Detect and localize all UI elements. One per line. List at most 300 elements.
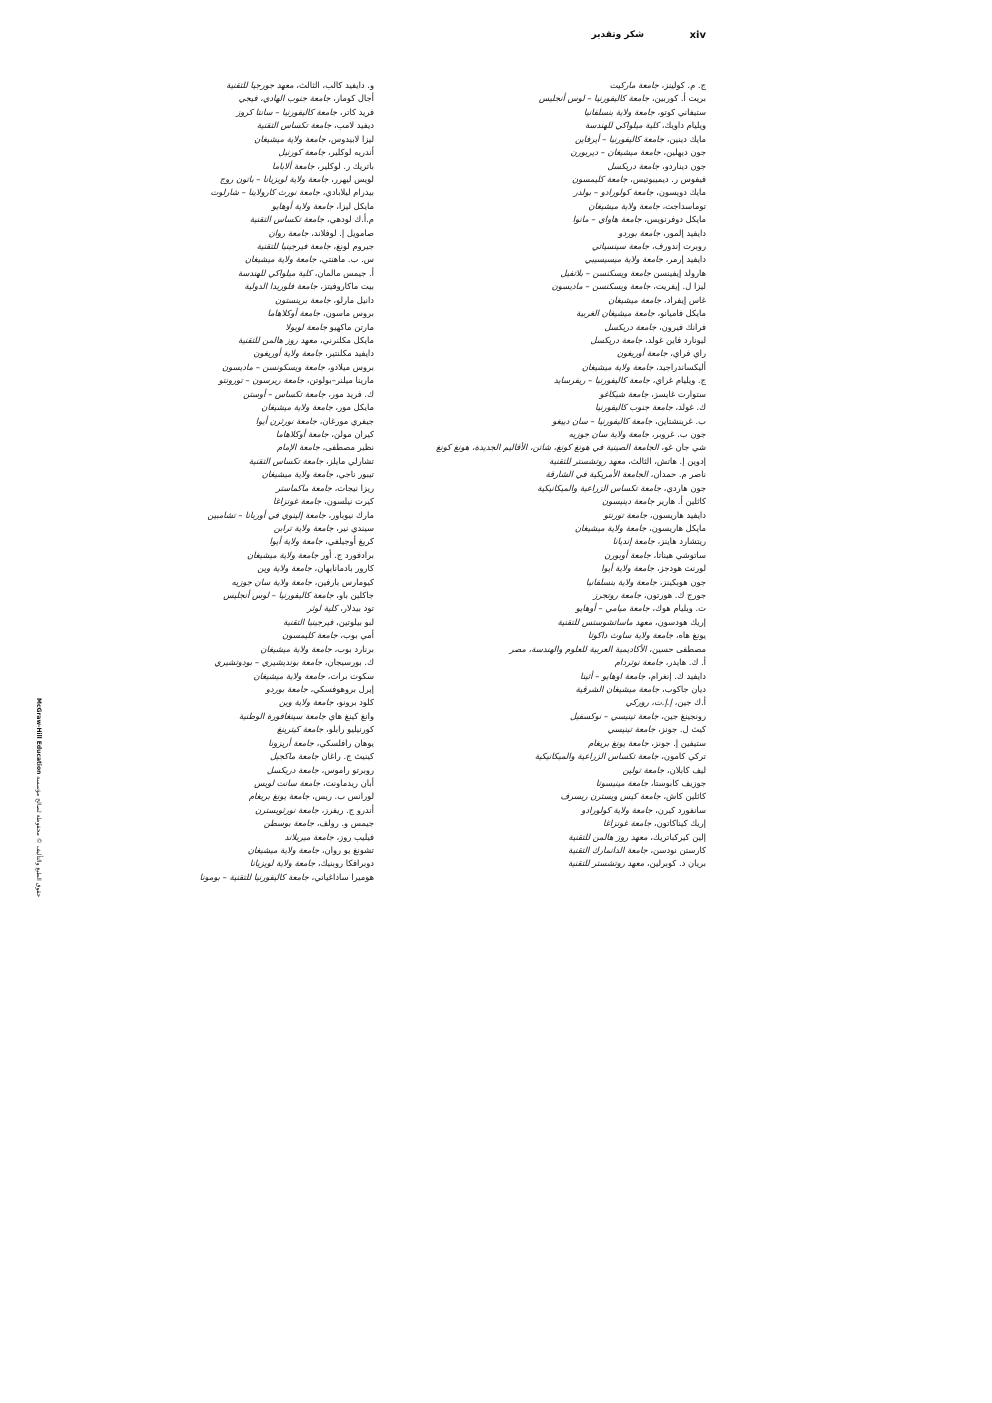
reviewer-entry xyxy=(109,160,374,173)
reviewer-institution: جامعة بوردو xyxy=(265,683,308,694)
reviewer-institution: جامعة أوكلاهاما xyxy=(275,428,329,439)
reviewer-name: بيدرام ليلابادي، xyxy=(319,187,374,198)
reviewer-institution: جامعة ولاية ميشيغان xyxy=(588,200,660,211)
reviewer-institution: جامعة أوريغون xyxy=(616,348,668,359)
reviewer-name: ريزا نيجات، xyxy=(331,482,374,493)
reviewer-institution: جامعة تكساس الزراعية والميكانيكية xyxy=(537,482,662,493)
reviewer-institution: جامعة غونزاغا xyxy=(273,496,322,507)
reviewer-institution: جامعة دريكسل xyxy=(607,160,660,171)
reviewer-name: إلين كيركباتريك، xyxy=(647,831,706,842)
reviewer-institution: جامعة ولاية ميسيسيبي xyxy=(584,254,663,265)
reviewer-entry xyxy=(109,522,374,535)
reviewer-name: هارولد إيفينسن xyxy=(650,267,706,278)
reviewer-institution: جامعة ميشيغان الشرقية xyxy=(575,683,660,694)
reviewer-entry xyxy=(109,777,374,790)
reviewer-entry xyxy=(109,294,374,307)
reviewer-name: دوبرافكا روبنيك، xyxy=(315,858,374,869)
reviewer-entry xyxy=(109,602,374,615)
reviewer-entry xyxy=(406,549,706,562)
reviewer-name: جوزيف كابوستا، xyxy=(648,777,706,788)
reviewer-entry xyxy=(109,119,374,132)
reviewer-entry xyxy=(406,455,706,468)
reviewer-name: مايكل دوفرنويس، xyxy=(641,214,706,225)
reviewer-name: برنارد بوب، xyxy=(331,643,374,654)
reviewer-institution: جامعة بوسطن xyxy=(263,818,315,829)
reviewer-name: ك. فريد مور، xyxy=(325,388,374,399)
reviewer-institution: جامعة اوهايو – أثينا xyxy=(580,670,646,681)
reviewer-institution: جامعة دينيسون xyxy=(602,496,655,507)
reviewer-institution: جامعة ميريلاند xyxy=(284,831,334,842)
reviewer-institution: جامعة فلوريدا الدولية xyxy=(244,281,318,292)
copyright-notice xyxy=(35,698,42,897)
reviewer-name: مايكل هاريسون، xyxy=(646,522,706,533)
reviewer-institution: جامعة ميامي – أوهايو xyxy=(575,603,650,614)
reviewer-entry xyxy=(406,643,706,656)
reviewer-name: جيروم لونغ، xyxy=(330,241,374,252)
reviewer-institution: الأكاديمية العربية للعلوم والهندسة، مصر xyxy=(509,643,647,654)
reviewer-entry xyxy=(109,683,374,696)
reviewer-institution: كلية ميلواكي للهندسة xyxy=(237,267,312,278)
reviewer-name: بروس ماسون، xyxy=(320,308,374,319)
reviewer-institution: جامعة ويسكونسن – ماديسون xyxy=(222,361,325,372)
reviewer-entry xyxy=(109,764,374,777)
reviewer-entry xyxy=(109,710,374,723)
reviewer-institution: جامعة كاليفورنيا للتقنية – بومونا xyxy=(199,871,309,882)
reviewer-entry xyxy=(109,428,374,441)
reviewer-entry xyxy=(406,629,706,642)
reviewer-name: كلود برونو، xyxy=(333,697,374,708)
reviewer-entry xyxy=(406,482,706,495)
reviewer-entry xyxy=(109,253,374,266)
reviewer-entry xyxy=(109,482,374,495)
reviewer-entry xyxy=(406,253,706,266)
reviewer-name: بروس ميلادو، xyxy=(324,361,374,372)
reviewer-entry xyxy=(406,227,706,240)
reviewer-institution: جامعة برينستون xyxy=(275,294,331,305)
reviewer-name: لبو بيلوتين، xyxy=(333,616,374,627)
reviewer-institution: كلية ميلواكي للهندسة xyxy=(584,120,660,131)
reviewer-entry xyxy=(109,146,374,159)
reviewer-institution: كلية لوثر xyxy=(307,603,338,614)
reviewer-name: أمي بوب، xyxy=(337,630,374,641)
reviewer-name: وانغ كينغ هاي xyxy=(325,710,374,721)
reviewer-name: تشارلي مايلز، xyxy=(323,455,374,466)
reviewer-name: مايك دينين، xyxy=(664,133,706,144)
reviewer-institution: جامعة مينيسوتا xyxy=(595,777,649,788)
reviewer-name: جون ب. غروبر، xyxy=(649,428,706,439)
reviewer-institution: معهد جورجيا للتقنية xyxy=(226,80,294,90)
reviewer-name: ديان جاكوب، xyxy=(659,683,706,694)
reviewer-institution: جامعة غونزاغا xyxy=(602,818,652,829)
reviewer-name: كيومارس بارفين، xyxy=(311,576,374,587)
reviewer-name: كيرت نيلسون، xyxy=(321,496,374,507)
reviewer-institution: جامعة كاليفورنيا – لوس أنجليس xyxy=(538,93,650,104)
reviewer-entry xyxy=(406,294,706,307)
reviewer-institution: جامعة روان xyxy=(268,227,309,238)
page-number: xiv xyxy=(689,30,706,41)
reviewer-name: جاكلين باو، xyxy=(333,590,374,601)
reviewer-entry xyxy=(406,173,706,186)
reviewer-name: لورانس ب. ريس، xyxy=(309,791,374,802)
reviewer-entry xyxy=(406,683,706,696)
reviewer-name: إيرل بروهوفسكي، xyxy=(307,683,374,694)
reviewer-institution: جامعة بوردو xyxy=(618,227,661,238)
reviewer-name: كيران مولن، xyxy=(328,428,374,439)
reviewer-institution: جامعة ولاية ميشيغان xyxy=(253,670,325,681)
reviewer-institution: جامعة ولاية أوريغون xyxy=(253,348,323,359)
reviewer-entry xyxy=(109,589,374,602)
reviewer-entry xyxy=(406,804,706,817)
reviewer-institution: جامعة نوتردام xyxy=(614,657,664,668)
reviewer-institution: جامعة دريكسل xyxy=(590,335,643,346)
reviewer-name: تود بيدلار، xyxy=(337,603,374,614)
reviewer-institution: جامعة كيس ويسترن ريسرف xyxy=(560,791,661,802)
reviewer-institution: جامعة تكساس التقنية xyxy=(249,214,325,225)
reviewer-entry xyxy=(406,616,706,629)
reviewer-name: أليكساندراجيد، xyxy=(653,361,706,372)
reviewer-institution: جامعة ولاية أيوا xyxy=(601,563,655,574)
reviewer-institution: جامعة تينيسي – نوكسفيل xyxy=(570,710,659,721)
reviewer-name: ستيفاني كوتو، xyxy=(654,106,706,117)
reviewer-entry xyxy=(406,79,706,92)
reviewer-institution: جامعة أوبورن xyxy=(604,549,651,560)
reviewer-entry xyxy=(109,307,374,320)
reviewer-name: أجال كومار، xyxy=(330,93,374,104)
reviewer-entry xyxy=(406,388,706,401)
reviewer-institution: جامعة تورنتو xyxy=(603,509,648,520)
reviewer-institution: جامعة ماكجيل xyxy=(269,751,319,762)
reviewer-name: أندريه لوكلير، xyxy=(325,147,374,158)
reviewer-entry xyxy=(109,173,374,186)
reviewer-entry xyxy=(406,562,706,575)
reviewer-institution: جامعة أوكلاهاما xyxy=(267,308,321,319)
reviewer-name: لويس ليهرر، xyxy=(328,173,374,184)
reviewer-institution: جامعة نورث كارولاينا – شارلوت xyxy=(210,187,320,198)
reviewer-entry xyxy=(109,723,374,736)
reviewer-name: ك. غولد، xyxy=(672,402,706,413)
reviewer-name: أندرو ج. ريفرز، xyxy=(318,804,374,815)
reviewer-name: أ. جيمس مالمان، xyxy=(311,267,374,278)
reviewer-name: راي فراي، xyxy=(667,348,706,359)
reviewer-entry xyxy=(406,441,706,454)
reviewer-entry xyxy=(109,334,374,347)
reviewer-institution: جامعة ولاية ميشيغان xyxy=(581,361,654,372)
reviewer-institution: جامعة كاليفورنيا – سانتا كروز xyxy=(236,106,338,117)
reviewer-institution: جامعة يونغ بريغام xyxy=(588,737,649,748)
reviewer-name: دايفيد ك. إنغرام، xyxy=(645,670,706,681)
reviewer-entry xyxy=(406,200,706,213)
reviewer-name: إريك كيناكاتون، xyxy=(651,818,706,829)
reviewer-entry xyxy=(406,656,706,669)
reviewer-name: م.أ.ك لودهي، xyxy=(324,214,374,225)
reviewer-institution: جامعة شيكاغو xyxy=(599,388,649,399)
reviewer-entry xyxy=(109,213,374,226)
reviewer-name: ك. بورسيجان، xyxy=(322,657,374,668)
reviewer-name: ليزا ل. إيفريت، xyxy=(650,281,706,292)
reviewer-entry xyxy=(406,374,706,387)
reviewer-entry xyxy=(406,401,706,414)
reviewer-entry xyxy=(109,656,374,669)
reviewer-institution: معهد روتشستر للتقنية xyxy=(567,858,645,869)
reviewer-entry xyxy=(406,576,706,589)
reviewer-name: ستيفين إ. جونز، xyxy=(648,737,706,748)
reviewer-institution: جامعة ميشيغان – ديربورن xyxy=(570,147,661,158)
reviewer-institution: جامعة ويسكنسن – بلاتفيل xyxy=(560,267,651,278)
reviewer-institution: جامعة كليمسون xyxy=(571,173,628,184)
reviewer-name: ليونارد فاين غولد، xyxy=(642,335,706,346)
reviewer-entry xyxy=(406,240,706,253)
reviewer-institution: جامعة تكساس الزراعية والميكانيكية xyxy=(534,751,659,762)
reviewer-entry xyxy=(406,535,706,548)
reviewer-name: دايفيد إرمر، xyxy=(662,254,706,265)
reviewer-name: سيندي نير، xyxy=(333,522,374,533)
reviewer-institution: جامعة سينسياتي xyxy=(591,241,650,252)
reviewer-institution: جامعة ميشيغان الغربية xyxy=(576,308,655,319)
reviewer-name: ريتشارد هاينز، xyxy=(654,536,706,547)
reviewer-institution: جامعة ولاية ميشيغان xyxy=(254,133,326,144)
reviewer-name: أ.ك جين، xyxy=(672,697,706,708)
reviewer-name: جيمس و. رولف، xyxy=(314,818,374,829)
reviewer-name: جون هوبكينز، xyxy=(656,576,706,587)
copyright-text: حقوق الطبع والتأليف © محفوظة لصالح مؤسسة xyxy=(35,774,42,898)
reviewer-name: كينيث ج. راغان xyxy=(318,751,374,762)
reviewer-name: برادفورد ج. أور xyxy=(318,549,374,560)
reviewer-name: دانيل مارلو، xyxy=(330,294,374,305)
reviewer-name: شي جان غو، xyxy=(658,442,706,453)
reviewer-institution: جامعة كورنيل xyxy=(278,147,326,158)
reviewer-institution: جامعة ريرسون – تورونتو xyxy=(218,375,305,386)
acknowledgements-left-column xyxy=(109,79,374,884)
reviewer-institution: جامعة بونديشيري – بودوتشيري xyxy=(214,657,323,668)
reviewer-entry xyxy=(109,468,374,481)
reviewer-name: توماسداجت، xyxy=(659,200,706,211)
reviewer-institution: جامعة ماركيت xyxy=(609,80,659,90)
reviewer-entry xyxy=(109,804,374,817)
reviewer-entry xyxy=(406,321,706,334)
reviewer-institution: جامعة الإمام xyxy=(277,442,320,453)
reviewer-entry xyxy=(406,92,706,105)
acknowledgements-right-column xyxy=(406,79,706,871)
reviewer-entry xyxy=(109,509,374,522)
reviewer-name: سكوت برات، xyxy=(324,670,374,681)
reviewer-entry xyxy=(109,616,374,629)
reviewer-name: نظير مصطفى، xyxy=(319,442,374,453)
reviewer-name: س. ب. ماهنتي، xyxy=(316,254,374,265)
reviewer-entry xyxy=(109,643,374,656)
reviewer-name: مارينا ميلنر–بولوتن، xyxy=(304,375,374,386)
reviewer-name: بيت ماكاروفيتز، xyxy=(317,281,374,292)
reviewer-institution: جامعة يونغ بريغام xyxy=(248,791,310,802)
reviewer-name: تشونغ يو روان، xyxy=(319,845,374,856)
reviewer-institution: جامعة ولاية أيوا xyxy=(269,536,323,547)
reviewer-institution: فيرجينيا التقنية xyxy=(283,616,334,627)
reviewer-name: مايكل ليزا، xyxy=(333,200,374,211)
reviewer-name: ليزا لابيدوس، xyxy=(325,133,374,144)
reviewer-institution: جامعة ولاية ساوث داكوتا xyxy=(588,630,674,641)
reviewer-institution: جامعة إنديانا xyxy=(612,536,655,547)
reviewer-entry xyxy=(109,817,374,830)
reviewer-institution: جامعة ولاية كولورادو xyxy=(581,804,653,815)
reviewer-name: كيث ل. جونز، xyxy=(655,724,706,735)
page-header xyxy=(560,30,710,44)
reviewer-entry xyxy=(109,576,374,589)
reviewer-entry xyxy=(406,146,706,159)
reviewer-entry xyxy=(406,670,706,683)
reviewer-entry xyxy=(406,790,706,803)
reviewer-entry xyxy=(406,817,706,830)
reviewer-entry xyxy=(109,737,374,750)
reviewer-institution: جامعة لويولا xyxy=(285,321,328,332)
reviewer-entry xyxy=(406,509,706,522)
reviewer-name: ويليام داويك، xyxy=(659,120,706,131)
reviewer-entry xyxy=(109,549,374,562)
reviewer-name: مايكل فاميانو، xyxy=(654,308,706,319)
reviewer-name: أ. ك. هايدر، xyxy=(663,657,706,668)
reviewer-entry xyxy=(109,200,374,213)
reviewer-institution: جامعة تولين xyxy=(622,764,665,775)
reviewer-entry xyxy=(406,361,706,374)
reviewer-name: ج. ويليام غراي، xyxy=(649,375,706,386)
reviewer-entry xyxy=(406,468,706,481)
reviewer-entry xyxy=(109,562,374,575)
reviewer-entry xyxy=(406,696,706,709)
reviewer-name: كاثلين كاش، xyxy=(660,791,706,802)
reviewer-entry xyxy=(109,844,374,857)
reviewer-name: مايك دويسون، xyxy=(653,187,706,198)
reviewer-entry xyxy=(406,347,706,360)
reviewer-institution: جامعة ولاية وين xyxy=(279,697,334,708)
reviewer-name: بريت أ. كوربين، xyxy=(649,93,706,104)
reviewer-institution: جامعة كاليفورنيا – سان دييغو xyxy=(552,415,653,426)
reviewer-entry xyxy=(109,535,374,548)
reviewer-entry xyxy=(109,455,374,468)
reviewer-name: ت. ويليام هوك، xyxy=(649,603,706,614)
reviewer-institution: الجامعة الأمريكية في الشارقة xyxy=(545,469,648,480)
reviewer-entry xyxy=(406,723,706,736)
reviewer-entry xyxy=(109,79,374,92)
reviewer-institution: جامعة ولاية ميشيغان xyxy=(244,254,317,265)
reviewer-entry xyxy=(406,522,706,535)
reviewer-entry xyxy=(406,844,706,857)
reviewer-institution: الجامعة الصينية في هونغ كونغ، شاتن، الأقاليم الجديدة، هونغ كونغ xyxy=(435,442,659,453)
reviewer-entry xyxy=(109,186,374,199)
reviewer-name: تيبور ناجي، xyxy=(333,469,374,480)
reviewer-entry xyxy=(406,764,706,777)
reviewer-institution: جامعة كيترينغ xyxy=(276,724,324,735)
reviewer-institution: جامعة هاواي – مانوا xyxy=(572,214,642,225)
reviewer-institution: جامعة نورثويسترن xyxy=(254,804,319,815)
reviewer-institution: جامعة ألاباما xyxy=(272,160,315,171)
reviewer-name: إريك هودسون، xyxy=(652,616,706,627)
reviewer-name: ناصر م. حمدان، xyxy=(647,469,706,480)
reviewer-entry xyxy=(109,415,374,428)
reviewer-entry xyxy=(109,374,374,387)
reviewer-entry xyxy=(406,307,706,320)
reviewer-name: فريد كاتر، xyxy=(337,106,374,117)
reviewer-name: إدوين إ. هاتش، الثالث، xyxy=(625,455,706,466)
reviewer-name: باتريك ر. لوكلير، xyxy=(314,160,374,171)
reviewer-institution: جامعة ويسكنسن – ماديسون xyxy=(551,281,651,292)
reviewer-entry xyxy=(109,441,374,454)
reviewer-name: روبرتو راموس، xyxy=(318,764,374,775)
reviewer-name: كورنيليو رابلو، xyxy=(323,724,374,735)
reviewer-entry xyxy=(406,777,706,790)
reviewer-entry xyxy=(406,186,706,199)
reviewer-name: فرانك فيرون، xyxy=(656,321,706,332)
reviewer-institution: جامعة كاليفورنيا – ريفرسايد xyxy=(553,375,650,386)
reviewer-institution: معهد روز هالمن للتقنية xyxy=(568,831,648,842)
reviewer-institution: جامعة ولاية ميشيغان xyxy=(247,845,320,856)
publisher-brand: McGraw-Hill Education xyxy=(35,698,42,775)
reviewer-name: جون ديناردو، xyxy=(659,160,706,171)
reviewer-name: دايفيد إلمور، xyxy=(660,227,706,238)
reviewer-name: مايكل مور، xyxy=(332,402,374,413)
reviewer-institution: جامعة ولاية ميشيغان xyxy=(261,469,334,480)
reviewer-institution: جامعة كاليفورنيا – لوس أنجليس xyxy=(223,590,334,601)
running-title: شكر وتقدير xyxy=(591,30,644,40)
reviewer-institution: جامعة ولاية ترابن xyxy=(273,522,334,533)
reviewer-entry xyxy=(109,361,374,374)
reviewer-institution: جامعة نورثرن أيوا xyxy=(255,415,317,426)
reviewer-institution: جامعة ولاية ميشيغان xyxy=(261,402,333,413)
reviewer-name: سانفورد كيرن، xyxy=(652,804,706,815)
reviewer-name: و. دايفيد كالب، الثالث، xyxy=(293,80,374,90)
reviewer-entry xyxy=(109,267,374,280)
reviewer-entry xyxy=(109,495,374,508)
reviewer-entry xyxy=(406,831,706,844)
reviewer-entry xyxy=(109,388,374,401)
reviewer-institution: جامعة إلينوي في أوربانا – تشامبين xyxy=(207,509,326,520)
reviewer-entry xyxy=(109,670,374,683)
reviewer-institution: جامعة ولاية سان جوزيه xyxy=(231,576,312,587)
reviewer-institution: جامعة ولاية لويزيانا xyxy=(249,858,316,869)
reviewer-entry xyxy=(406,710,706,723)
reviewer-entry xyxy=(406,750,706,763)
reviewer-institution: جامعة روتجرز xyxy=(593,590,642,601)
reviewer-institution: جامعة ولاية بنسلفانيا xyxy=(585,576,657,587)
reviewer-entry xyxy=(109,696,374,709)
reviewer-name: ساتوشي هيناتا، xyxy=(650,549,706,560)
reviewer-name: ب. غرينشتاين، xyxy=(652,415,706,426)
reviewer-entry xyxy=(109,790,374,803)
reviewer-entry xyxy=(406,857,706,870)
reviewer-entry xyxy=(406,119,706,132)
reviewer-entry xyxy=(109,227,374,240)
reviewer-name: جورج ك. هورتون، xyxy=(641,590,706,601)
reviewer-entry xyxy=(109,280,374,293)
reviewer-entry xyxy=(406,602,706,615)
reviewer-name: تركي كامون، xyxy=(658,751,706,762)
reviewer-institution: جامعة ولاية ميشيغان xyxy=(246,549,319,560)
reviewer-institution: جامعة دريكسل xyxy=(604,321,657,332)
reviewer-institution: جامعة ولاية بنسلفانيا xyxy=(583,106,655,117)
reviewer-institution: جامعة فيرجينيا للتقنية xyxy=(256,241,331,252)
reviewer-entry xyxy=(406,495,706,508)
reviewer-name: رونجينغ جين، xyxy=(658,710,706,721)
reviewer-entry xyxy=(406,267,706,280)
reviewer-name: فيليب روز، xyxy=(333,831,374,842)
reviewer-institution: جامعة ميشيغان xyxy=(608,294,662,305)
reviewer-entry xyxy=(109,347,374,360)
reviewer-name: ليف كابلان، xyxy=(664,764,706,775)
reviewer-name: ج. م. كولينز، xyxy=(658,80,706,90)
reviewer-institution: جامعة تكساس – أوستن xyxy=(243,388,326,399)
reviewer-institution: جامعة سينغافورة الوطنية xyxy=(238,710,326,721)
reviewer-institution: جامعة ولاية لويزيانا – باتون روج xyxy=(219,173,329,184)
reviewer-institution: جامعة ماكماستر xyxy=(275,482,332,493)
reviewer-name: جون هاردي، xyxy=(661,482,706,493)
reviewer-institution: جامعة أريزونا xyxy=(268,737,314,748)
